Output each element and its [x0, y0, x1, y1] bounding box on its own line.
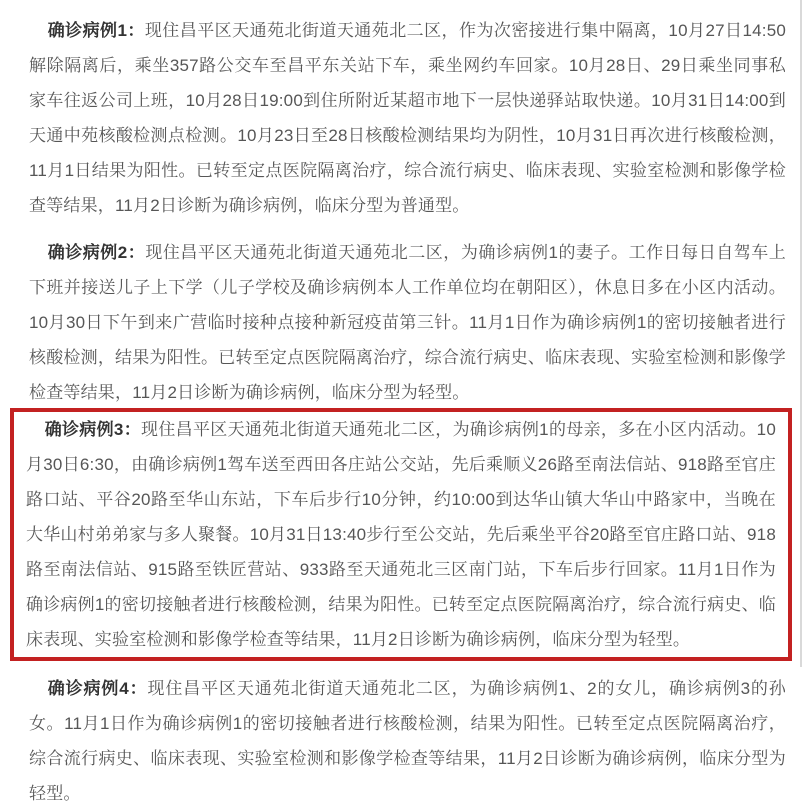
case-body: 现住昌平区天通苑北街道天通苑北二区，作为次密接进行集中隔离，10月27日14:50解除隔离后，乘坐357路公交车至昌平东关站下车，乘坐网约车回家。10月28日、29日乘坐同事私家车往返公司上班，10月28日19:00到住所附近某超市地下一层快递驿站取快递。10月31日14:00到天通中苑核酸检测点检测。10月23日至28日核酸检测结果均为阴性，10月31日再次进行核酸检测，11月1日结果为阳性。已转至定点医院隔离治疗，综合流行病史、临床表现、实验室检测和影像学检查等结果，11月2日诊断为确诊病例，临床分型为普通型。	[29, 21, 786, 215]
case-paragraph-2	[29, 235, 786, 410]
case-paragraph-3	[26, 412, 776, 657]
right-edge-rule	[800, 0, 802, 667]
case-paragraph-4	[29, 671, 786, 811]
case-paragraph-1	[29, 13, 786, 223]
case-body: 现住昌平区天通苑北街道天通苑北二区，为确诊病例1的妻子。工作日每日自驾车上下班并接送儿子上下学（儿子学校及确诊病例本人工作单位均在朝阳区），休息日多在小区内活动。10月30日下午到来广营临时接种点接种新冠疫苗第三针。11月1日作为确诊病例1的密切接触者进行核酸检测，结果为阳性。已转至定点医院隔离治疗，综合流行病史、临床表现、实验室检测和影像学检查等结果，11月2日诊断为确诊病例，临床分型为轻型。	[29, 243, 787, 402]
case-label: 确诊病例2：	[47, 243, 146, 262]
case-body: 现住昌平区天通苑北街道天通苑北二区，为确诊病例1、2的女儿，确诊病例3的孙女。11月1日作为确诊病例1的密切接触者进行核酸检测，结果为阳性。已转至定点医院隔离治疗，综合流行病史、临床表现、实验室检测和影像学检查等结果，11月2日诊断为确诊病例，临床分型为轻型。	[29, 679, 787, 803]
case-label: 确诊病例1：	[47, 21, 145, 40]
case-body: 现住昌平区天通苑北街道天通苑北二区，为确诊病例1的母亲，多在小区内活动。10月30日6:30，由确诊病例1驾车送至西田各庄站公交站，先后乘顺义26路至南法信站、918路至官庄路口站、平谷20路至华山东站，下车后步行10分钟，约10:00到达华山镇大华山中路家中，当晚在大华山村弟弟家与多人聚餐。10月31日13:40步行至公交站，先后乘坐平谷20路至官庄路口站、918路至南法信站、915路至铁匠营站、933路至天通苑北三区南门站，下车后步行回家。11月1日作为确诊病例1的密切接触者进行核酸检测，结果为阳性。已转至定点医院隔离治疗，综合流行病史、临床表现、实验室检测和影像学检查等结果，11月2日诊断为确诊病例，临床分型为轻型。	[26, 420, 776, 649]
case-label: 确诊病例4：	[47, 679, 148, 698]
case-label: 确诊病例3：	[44, 420, 142, 439]
highlight-box	[10, 408, 792, 661]
